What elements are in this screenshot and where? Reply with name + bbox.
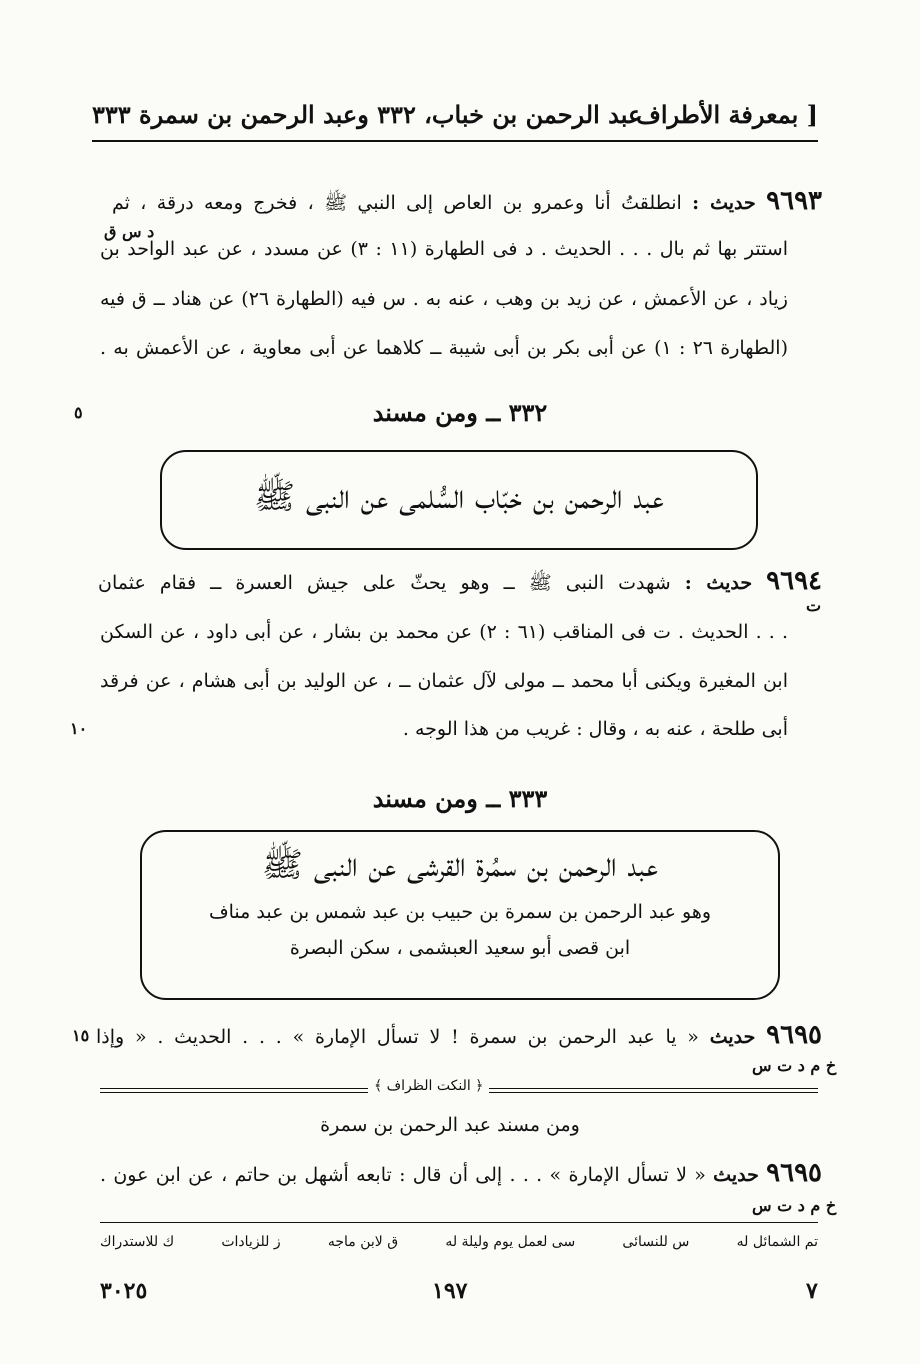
musnad-title: عبد الرحمن بن سمُرة القرشى عن النبى ﷺ xyxy=(261,845,659,885)
footer-volume-number: ٧ xyxy=(806,1278,818,1304)
hadith-keyword: حديث xyxy=(709,1026,756,1048)
hadith-keyword: حديث xyxy=(713,1164,759,1186)
hadith-number: ٩٦٩٣ xyxy=(766,186,823,216)
nukat-hadith-line1 xyxy=(100,1158,822,1188)
hadith-keyword: حديث : xyxy=(684,572,753,594)
margin-line-number: ٥ xyxy=(74,403,83,422)
musnad-title: عبد الرحمن بن خبّاب السُّلمى عن النبى ﷺ xyxy=(254,477,664,517)
hadith-number: ٩٦٩٥ xyxy=(766,1020,822,1050)
hadith-9694-line1 xyxy=(98,566,822,599)
musnad-box-333 xyxy=(140,830,780,1000)
hadith-9694-sigla: ت xyxy=(806,596,822,615)
nukat-subheading: ومن مسند عبد الرحمن بن سمرة xyxy=(320,1114,580,1136)
nukat-label: ﴿ النكت الظراف ﴾ xyxy=(368,1078,489,1094)
abbrev-item: ز للزيادات xyxy=(221,1234,281,1250)
abbrev-rule xyxy=(100,1222,818,1223)
abbrev-item: ق لابن ماجه xyxy=(327,1234,399,1250)
hadith-9693-line3: زياد ، عن الأعمش ، عن زيد بن وهب ، عنه به . س فيه (الطهارة ٢٦) عن هناد ــ ق فيه xyxy=(100,288,788,310)
hadith-keyword: حديث : xyxy=(692,192,756,214)
hadith-9694-line2: . . . الحديث . ت فى المناقب (٦١ : ٢) عن محمد بن بشار ، عن أبى داود ، عن السكن xyxy=(100,621,788,643)
hadith-number: ٩٦٩٤ xyxy=(766,566,823,596)
nukat-sigla: خ م د ت س xyxy=(752,1196,837,1215)
abbrev-item: س للنسائى xyxy=(622,1234,690,1250)
header-section-title: عبد الرحمن بن خباب، ٣٣٢ وعبد الرحمن بن سمرة ٣٣٣ xyxy=(92,100,643,129)
running-header xyxy=(92,100,818,140)
hadith-9693-line1 xyxy=(112,186,822,219)
abbrev-item: ك للاستدراك xyxy=(100,1234,175,1250)
hadith-9693-line4: (الطهارة ٢٦ : ١) عن أبى بكر بن أبى شيبة ــ كلاهما عن أبى معاوية ، عن الأعمش به . xyxy=(100,337,788,359)
header-rule xyxy=(92,140,818,142)
margin-line-number: ١٠ xyxy=(70,719,88,738)
hadith-text: « يا عبد الرحمن بن سمرة ! لا تسأل الإمارة » . . . الحديث . « وإذا xyxy=(96,1026,699,1048)
musnad-lineage-line1: وهو عبد الرحمن بن سمرة بن حبيب بن عبد شمس بن عبد مناف xyxy=(208,901,712,923)
section-heading-333: ٣٣٣ ــ ومن مسند xyxy=(372,784,548,813)
abbreviation-key xyxy=(100,1234,818,1250)
hadith-9695-line1 xyxy=(96,1020,822,1050)
hadith-text: انطلقتُ أنا وعمرو بن العاص إلى النبي ﷺ ، فخرج ومعه درقة ، ثم xyxy=(112,192,682,214)
section-heading-332: ٣٣٢ ــ ومن مسند xyxy=(372,398,548,427)
margin-line-number: ١٥ xyxy=(72,1026,90,1045)
hadith-9694-line3: ابن المغيرة ويكنى أبا محمد ــ مولى لآل عثمان ــ ، عن الوليد بن أبى هشام ، عن فرقد xyxy=(100,670,788,692)
footer-original-page: ٣٠٢٥ xyxy=(100,1278,148,1304)
hadith-text: « لا تسأل الإمارة » . . . إلى أن قال : تابعه أشهل بن حاتم ، عن ابن عون . xyxy=(100,1164,706,1186)
hadith-9695-sigla: خ م د ت س xyxy=(752,1056,837,1075)
musnad-lineage-line2: ابن قصى أبو سعيد العبشمى ، سكن البصرة xyxy=(289,937,631,959)
abbrev-item: تم الشمائل له xyxy=(736,1234,818,1250)
hadith-9694-line4: أبى طلحة ، عنه به ، وقال : غريب من هذا الوجه . xyxy=(402,718,788,740)
abbrev-item: سى لعمل يوم وليلة له xyxy=(445,1234,576,1250)
hadith-text: شهدت النبى ﷺ ــ وهو يحثّ على جيش العسرة ــ فقام عثمان xyxy=(98,572,671,594)
hadith-9693-line2: استتر بها ثم بال . . . الحديث . د فى الطهارة (١١ : ٣) عن مسدد ، عن عبد الواحد بن xyxy=(100,238,788,260)
header-book-title: بمعرفة الأطراف ] xyxy=(635,100,818,129)
musnad-box-332 xyxy=(160,450,758,550)
hadith-number: ٩٦٩٥ xyxy=(766,1158,822,1188)
hadith-9693-sigla: د س ق xyxy=(104,222,155,241)
footer-page-number: ١٩٧ xyxy=(432,1278,468,1304)
